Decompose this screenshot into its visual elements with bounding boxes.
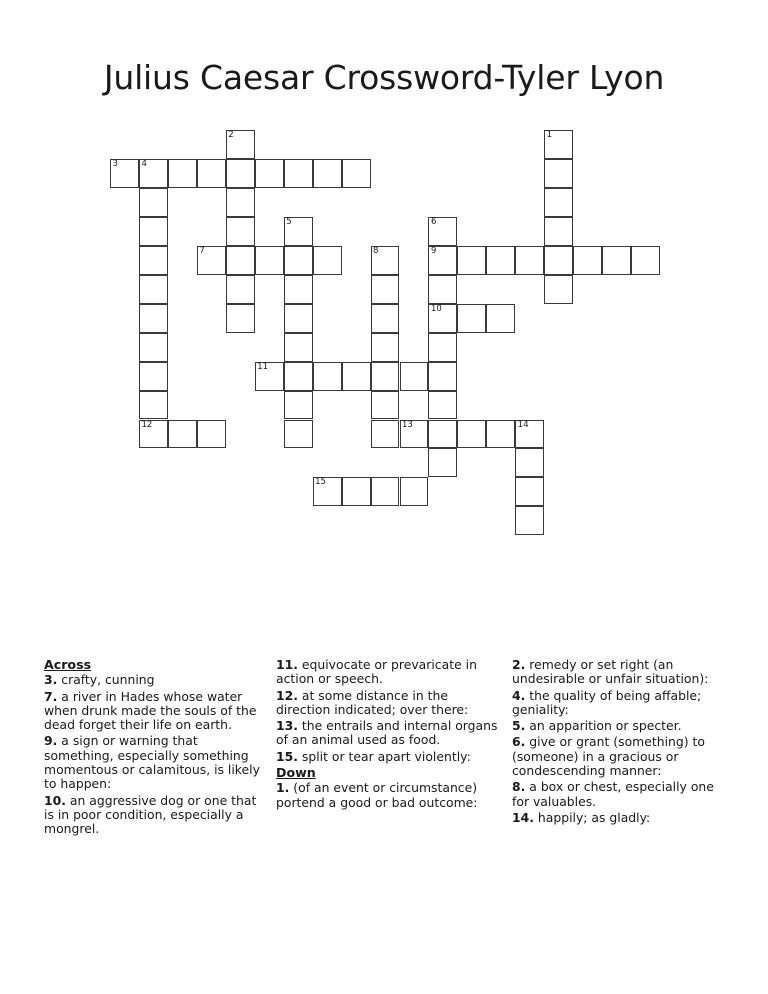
clue-across-3[interactable] [44,673,262,687]
grid-cell[interactable] [284,391,313,420]
clue-number: 13. [276,718,298,734]
cell-number: 4 [141,158,147,169]
cell-number: 12 [141,419,153,430]
clue-number: 11. [276,657,298,672]
grid-cell[interactable] [544,275,573,304]
grid-cell[interactable] [313,159,342,188]
grid-cell[interactable] [371,333,400,362]
clue-number: 8. [512,779,526,795]
clue-across-15[interactable] [276,750,498,764]
grid-cell[interactable] [371,391,400,420]
grid-cell[interactable] [226,217,255,246]
clue-text: a river in Hades whose water when drunk made the souls of the dead forget their life on earth. [44,688,257,733]
grid-cell[interactable] [544,246,573,275]
clue-number: 2. [512,657,526,672]
grid-cell[interactable] [313,246,342,275]
clue-column-3 [512,658,728,827]
grid-cell[interactable] [342,477,371,506]
grid-cell[interactable] [255,159,284,188]
grid-cell-numbered-10[interactable] [428,304,457,333]
grid-cell-numbered-13[interactable] [400,420,429,449]
grid-cell[interactable] [515,246,544,275]
grid-cell[interactable] [139,217,168,246]
clue-text: the entrails and internal organs of an animal used as food. [276,718,498,748]
clue-number: 9. [44,733,58,749]
grid-cell[interactable] [226,275,255,304]
cell-number: 6 [430,216,437,227]
grid-cell[interactable] [226,188,255,217]
grid-cell[interactable] [486,246,515,275]
grid-cell[interactable] [342,362,371,391]
cell-number: 15 [315,477,326,488]
grid-cell[interactable] [168,420,197,449]
grid-cell[interactable] [371,420,400,449]
crossword-grid[interactable] [110,130,710,550]
grid-cell[interactable] [428,333,457,362]
grid-cell[interactable] [515,506,544,535]
clue-down-4[interactable] [512,689,728,718]
cell-number: 2 [228,130,234,140]
cell-number: 7 [199,245,205,256]
grid-cell[interactable] [515,477,544,506]
grid-cell[interactable] [284,304,313,333]
cell-number: 8 [373,245,379,256]
grid-cell[interactable] [139,275,168,304]
clue-text: a sign or warning that something, especially something momentous or calamitous, is likely to happen: [44,733,260,792]
grid-cell-numbered-6[interactable] [428,217,457,246]
clue-text: an aggressive dog or one that is in poor condition, especially a mongrel. [44,792,257,837]
across-heading: Across [44,657,92,672]
grid-cell[interactable] [226,246,255,275]
clue-across-9[interactable] [44,734,262,791]
grid-cell[interactable] [197,159,226,188]
cell-number: 13 [402,419,413,430]
grid-cell-numbered-7[interactable] [197,246,226,275]
clue-across-10[interactable] [44,794,262,837]
clue-down-6[interactable] [512,735,728,778]
clue-list [44,658,734,839]
grid-cell[interactable] [457,246,486,275]
grid-cell[interactable] [486,304,515,333]
clue-number: 6. [512,734,526,750]
clue-down-14[interactable] [512,811,728,825]
clue-down-2[interactable] [512,658,728,687]
grid-cell-numbered-5[interactable] [284,217,313,246]
grid-cell[interactable] [284,420,313,449]
clue-text: the quality of being affable; geniality: [512,687,702,717]
clue-text: at some distance in the direction indicated; over there: [276,687,469,717]
clue-text: remedy or set right (an undesirable or unfair situation): [512,657,709,687]
clue-number: 5. [512,718,526,734]
grid-cell[interactable] [139,391,168,420]
grid-cell[interactable] [284,333,313,362]
grid-cell[interactable] [139,188,168,217]
grid-cell-numbered-11[interactable] [255,362,284,391]
down-heading: Down [276,765,316,781]
clue-across-7[interactable] [44,690,262,733]
clue-text: (of an event or circumstance) portend a good or bad outcome: [276,780,478,810]
clue-across-11[interactable] [276,658,498,687]
clue-text: split or tear apart violently: [297,748,471,764]
clue-column-1 [44,658,262,839]
grid-cell[interactable] [284,362,313,391]
clue-number: 1. [276,780,290,796]
clue-number: 10. [44,792,66,808]
grid-cell[interactable] [139,304,168,333]
grid-cell[interactable] [428,448,457,477]
grid-cell-numbered-8[interactable] [371,246,400,275]
grid-cell-numbered-14[interactable] [515,420,544,449]
grid-cell[interactable] [139,362,168,391]
cell-number: 11 [257,361,269,372]
grid-cell[interactable] [226,304,255,333]
grid-cell[interactable] [371,275,400,304]
grid-cell[interactable] [544,159,573,188]
grid-cell[interactable] [197,420,226,449]
cell-number: 10 [430,303,442,314]
grid-cell[interactable] [255,246,284,275]
grid-cell[interactable] [400,362,429,391]
grid-cell[interactable] [602,246,631,275]
grid-cell[interactable] [428,391,457,420]
grid-cell-numbered-4[interactable] [139,159,168,188]
clue-number: 12. [276,687,298,703]
clue-number: 14. [512,809,534,825]
grid-cell[interactable] [573,246,602,275]
grid-cell[interactable] [284,246,313,275]
page-title: Julius Caesar Crossword-Tyler Lyon [103,58,665,98]
grid-cell[interactable] [168,159,197,188]
clue-across-12[interactable] [276,689,498,718]
clue-number: 7. [44,688,58,704]
grid-cell[interactable] [284,275,313,304]
grid-cell-numbered-9[interactable] [428,246,457,275]
cell-number: 14 [517,419,529,430]
clue-text: a box or chest, especially one for valuables. [512,779,714,809]
grid-cell[interactable] [371,362,400,391]
clue-number: 4. [512,687,526,703]
clue-number: 15. [276,748,298,764]
grid-cell-numbered-1[interactable] [544,130,573,159]
clue-across-13[interactable] [276,719,498,748]
grid-cell-numbered-3[interactable] [110,159,139,188]
grid-cell[interactable] [139,246,168,275]
cell-number: 3 [112,158,118,169]
clue-text: crafty, cunning [57,672,155,688]
grid-cell[interactable] [284,159,313,188]
clue-down-5[interactable] [512,719,728,733]
grid-cell-numbered-2[interactable] [226,130,255,159]
clue-number: 3. [44,672,58,688]
grid-cell[interactable] [226,159,255,188]
grid-cell[interactable] [631,246,660,275]
grid-cell[interactable] [139,333,168,362]
grid-cell[interactable] [371,304,400,333]
clue-text: happily; as gladly: [533,809,651,825]
grid-cell[interactable] [457,420,486,449]
cell-number: 5 [286,216,292,227]
grid-cell-numbered-15[interactable] [313,477,342,506]
grid-cell[interactable] [515,448,544,477]
cell-number: 9 [430,245,437,256]
grid-cell[interactable] [457,304,486,333]
cell-number: 1 [546,130,553,140]
grid-cell[interactable] [544,217,573,246]
grid-cell-numbered-12[interactable] [139,420,168,449]
grid-cell[interactable] [313,362,342,391]
grid-cell[interactable] [428,275,457,304]
grid-cell[interactable] [342,159,371,188]
clue-text: give or grant (something) to (someone) in a gracious or condescending manner: [512,734,705,779]
clue-text: equivocate or prevaricate in action or speech. [276,657,477,687]
grid-cell[interactable] [486,420,515,449]
clue-down-8[interactable] [512,780,728,809]
grid-cell[interactable] [371,477,400,506]
grid-cell[interactable] [400,477,429,506]
grid-cell[interactable] [428,420,457,449]
clue-down-1[interactable] [276,781,498,810]
clue-column-2 [276,658,498,812]
grid-cell[interactable] [428,362,457,391]
clue-text: an apparition or specter. [525,718,682,734]
grid-cell[interactable] [544,188,573,217]
